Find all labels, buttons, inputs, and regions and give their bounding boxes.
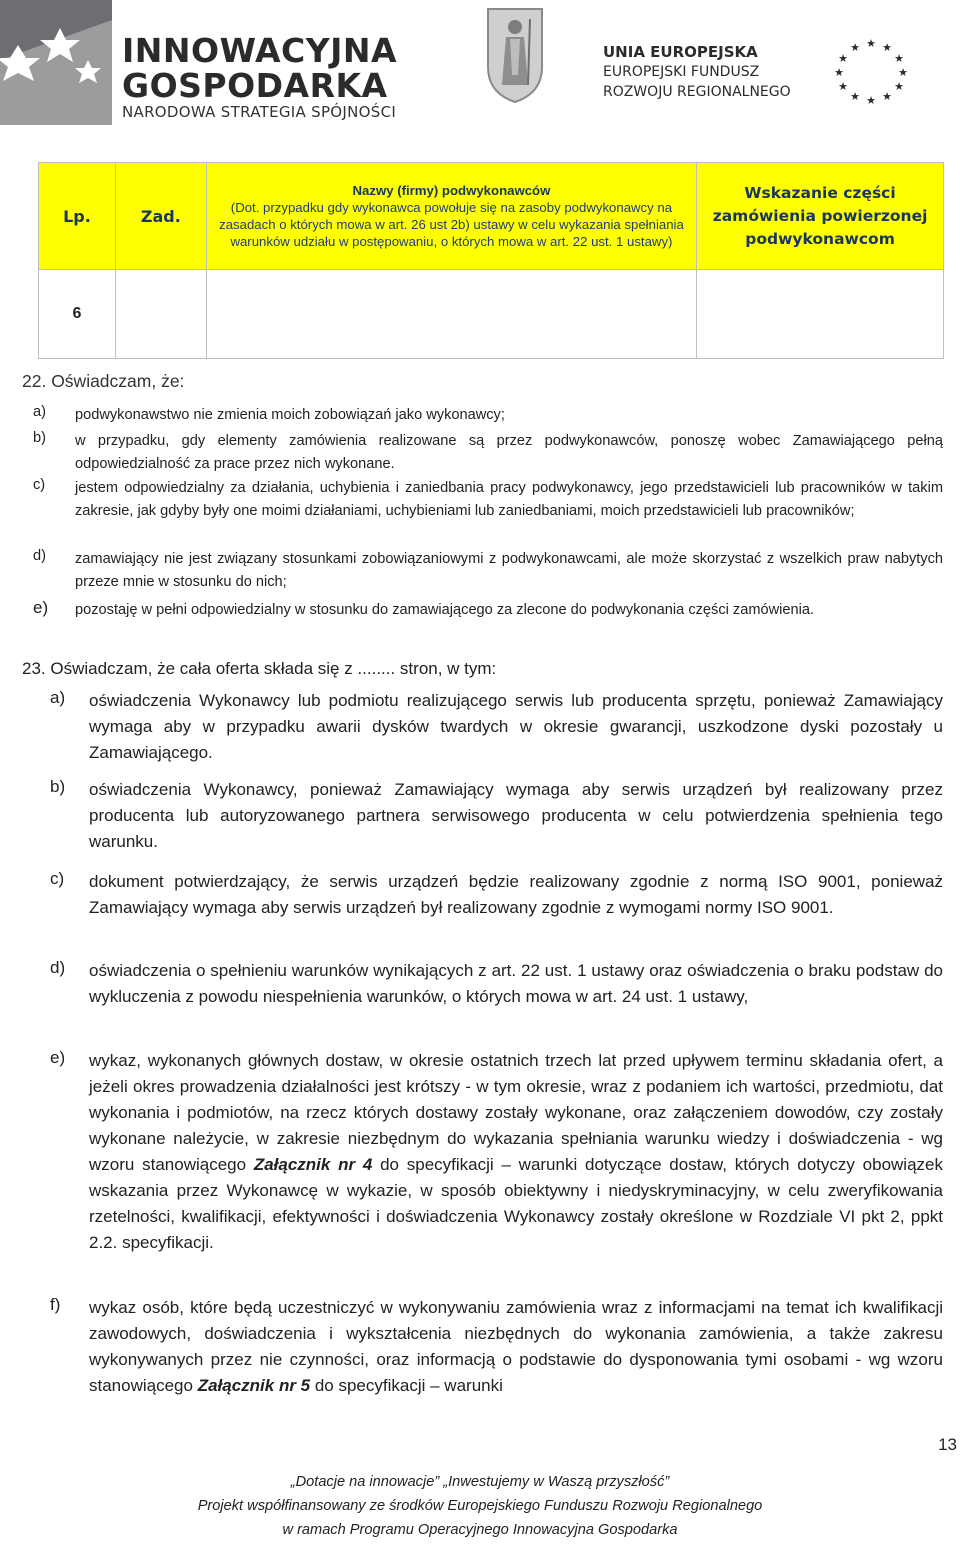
section-22-heading: 22. Oświadczam, że: <box>22 371 185 391</box>
svg-text:★: ★ <box>850 41 860 54</box>
s23-item-b-text: oświadczenia Wykonawcy, ponieważ Zamawiający wymaga aby serwis urządzeń był realizowany przez producenta lub autoryzowanego partnera serwisowego producenta w celu potwierdzenia spełnienia tego warunku. <box>89 780 943 851</box>
s23-item-c-text: dokument potwierdzający, że serwis urządzeń będzie realizowany zgodnie z normą ISO 9001, ponieważ Zamawiający wymaga aby serwis urządzeń był realizowany zgodnie z wymogami normy ISO 9001. <box>89 872 943 917</box>
s22-item-d-label: d) <box>33 548 46 564</box>
svg-text:★: ★ <box>838 80 848 93</box>
s23-item-e-label: e) <box>50 1048 66 1067</box>
s23-item-f-text <box>89 1295 943 1399</box>
col-header-zad: Zad. <box>115 163 206 270</box>
eu-line2: EUROPEJSKI FUNDUSZ <box>603 64 760 80</box>
s23-item-e-text-a: wykaz, wykonanych głównych dostaw, w okresie ostatnich trzech lat przed upływem terminu składania ofert, a jeżeli okres prowadzenia działalności jest krótszy - w tym okresie, wraz z podaniem ich wartości, przedmiotu, dat wykonania i podmiotów, na rzecz których dostawy zostały wykonane, oraz załączeniem dowodów, czy zostały wykonane należycie, w zakresie niezbędnym do wykazania spełniania warunku wiedzy i doświadczenia - wg wzoru stanowiącego <box>89 1051 943 1174</box>
eu-line1: UNIA EUROPEJSKA <box>603 43 758 61</box>
eu-text <box>603 42 791 102</box>
svg-text:★: ★ <box>866 38 876 50</box>
s23-item-e-text <box>89 1048 943 1256</box>
svg-text:★: ★ <box>894 80 904 93</box>
footer-line2: Projekt współfinansowany ze środków Europejskiego Funduszu Rozwoju Regionalnego <box>197 1498 763 1514</box>
logo-title <box>122 33 397 103</box>
s23-item-d-label: d) <box>50 958 66 977</box>
attachment-5-ref: Załącznik nr 5 <box>197 1376 311 1395</box>
row-part-cell[interactable] <box>697 270 944 359</box>
s23-item-e-text-b: do specyfikacji – warunki dotyczące dostaw, których dotyczy obowiązek wskazania przez Wykonawcę w wykazie, w sposób obiektywny i niedyskryminacyjny, w celu zweryfikowania rzetelności, kwalifikacji, efektywności i doświadczenia Wykonawcy zostały określone w Rozdziale VI pkt 2, ppkt 2.2. specyfikacji. <box>89 1155 943 1252</box>
logo-title-line2: GOSPODARKA <box>122 66 388 105</box>
s22-item-b-label: b) <box>33 430 46 446</box>
s23-item-a-label: a) <box>50 688 66 707</box>
svg-text:★: ★ <box>838 52 848 65</box>
page-number: 13 <box>938 1435 957 1454</box>
s23-item-a-text: oświadczenia Wykonawcy lub podmiotu realizującego serwis lub producenta sprzętu, ponieważ Zamawiający wymaga aby w przypadku awarii dysków twardych w okresie gwarancji, uszkodzone dyski pozostały u Zamawiającego. <box>89 691 943 762</box>
attachment-4-ref: Załącznik nr 4 <box>253 1155 373 1174</box>
subcontractor-table <box>38 162 944 359</box>
eu-line3: ROZWOJU REGIONALNEGO <box>603 84 791 100</box>
s22-item-b-text: w przypadku, gdy elementy zamówienia realizowane są przez podwykonawców, ponoszę wobec Zamawiającego pełną odpowiedzialność za prace przez nich wykonane. <box>75 433 943 472</box>
table-header-row <box>39 163 944 270</box>
eu-stars-icon <box>832 38 910 104</box>
s22-item-a-text: podwykonawstwo nie zmienia moich zobowiązań jako wykonawcy; <box>75 407 505 423</box>
s22-item-c-text: jestem odpowiedzialny za działania, uchybienia i zaniedbania pracy podwykonawcy, jego przedstawicieli lub pracowników w takim zakresie, jak gdyby były one moimi działaniami, uchybieniami lub zaniedbaniami, moich przedstawicieli lub pracowników; <box>75 480 943 519</box>
svg-text:★: ★ <box>850 90 860 103</box>
s22-item-e-label: e) <box>33 598 49 617</box>
s23-item-f-text-a: wykaz osób, które będą uczestniczyć w wykonywaniu zamówienia wraz z informacjami na temat ich kwalifikacji zawodowych, doświadczenia i wykształcenia niezbędnych do wykonania zamówienia, a także zakresu wykonywanych przez nie czynności, oraz informacją o podstawie do dysponowania tymi osobami - wg wzoru stanowiącego <box>89 1298 943 1395</box>
logo-title-line1: INNOWACYJNA <box>122 31 398 70</box>
s23-item-b-label: b) <box>50 777 66 796</box>
s23-item-f-text-b: do specyfikacji – warunki <box>310 1376 503 1395</box>
svg-text:★: ★ <box>882 90 892 103</box>
footer-line3: w ramach Programu Operacyjnego Innowacyjna Gospodarka <box>282 1522 678 1538</box>
col-header-names-title: Nazwy (firmy) podwykonawców <box>352 183 551 198</box>
s23-item-c-label: c) <box>50 869 65 888</box>
row-zad-cell[interactable] <box>115 270 206 359</box>
s23-item-d-text: oświadczenia o spełnieniu warunków wynikających z art. 22 ust. 1 ustawy oraz oświadczenia o braku podstaw do wykluczenia z powodu niespełnienia warunków, o których mowa w art. 24 ust. 1 ustawy, <box>89 961 943 1006</box>
svg-text:★: ★ <box>834 66 844 79</box>
col-header-part: Wskazanie części zamówienia powierzonej podwykonawcom <box>697 163 944 270</box>
footer-line1: „Dotacje na innowacje” „Inwestujemy w Waszą przyszłość” <box>290 1474 670 1490</box>
col-header-lp: Lp. <box>39 163 116 270</box>
s22-item-c-label: c) <box>33 477 46 493</box>
s22-item-e-text: pozostaję w pełni odpowiedzialny w stosunku do zamawiającego za zlecone do podwykonania części zamówienia. <box>75 602 815 618</box>
row-names-cell[interactable] <box>206 270 696 359</box>
section-23-heading: 23. Oświadczam, że cała oferta składa się z ........ stron, w tym: <box>22 659 497 678</box>
s22-item-d-text: zamawiający nie jest związany stosunkami zobowiązaniowymi z podwykonawcami, ale może skorzystać z wszelkich praw nabytych przeze mnie w stosunku do nich; <box>75 551 943 590</box>
row-number: 6 <box>39 270 116 359</box>
svg-text:★: ★ <box>898 66 908 79</box>
innowacyjna-gospodarka-logo <box>0 0 430 130</box>
s23-item-f-label: f) <box>50 1295 61 1314</box>
coat-of-arms-icon <box>484 5 546 105</box>
logo-star-emblem-icon <box>0 0 118 125</box>
svg-text:★: ★ <box>894 52 904 65</box>
logo-subtitle: NARODOWA STRATEGIA SPÓJNOŚCI <box>122 103 397 121</box>
s22-item-a-label: a) <box>33 404 46 420</box>
svg-text:★: ★ <box>866 94 876 104</box>
svg-text:★: ★ <box>882 41 892 54</box>
col-header-names <box>206 163 696 270</box>
table-row <box>39 270 944 359</box>
col-header-names-note: (Dot. przypadku gdy wykonawca powołuje się na zasoby podwykonawcy na zasadach o których mowa w art. 26 ust 2b) ustawy w celu wykazania spełniania warunków udziału w postępowaniu, o których mowa w art. 22 ust. 1 ustawy) <box>219 200 684 249</box>
